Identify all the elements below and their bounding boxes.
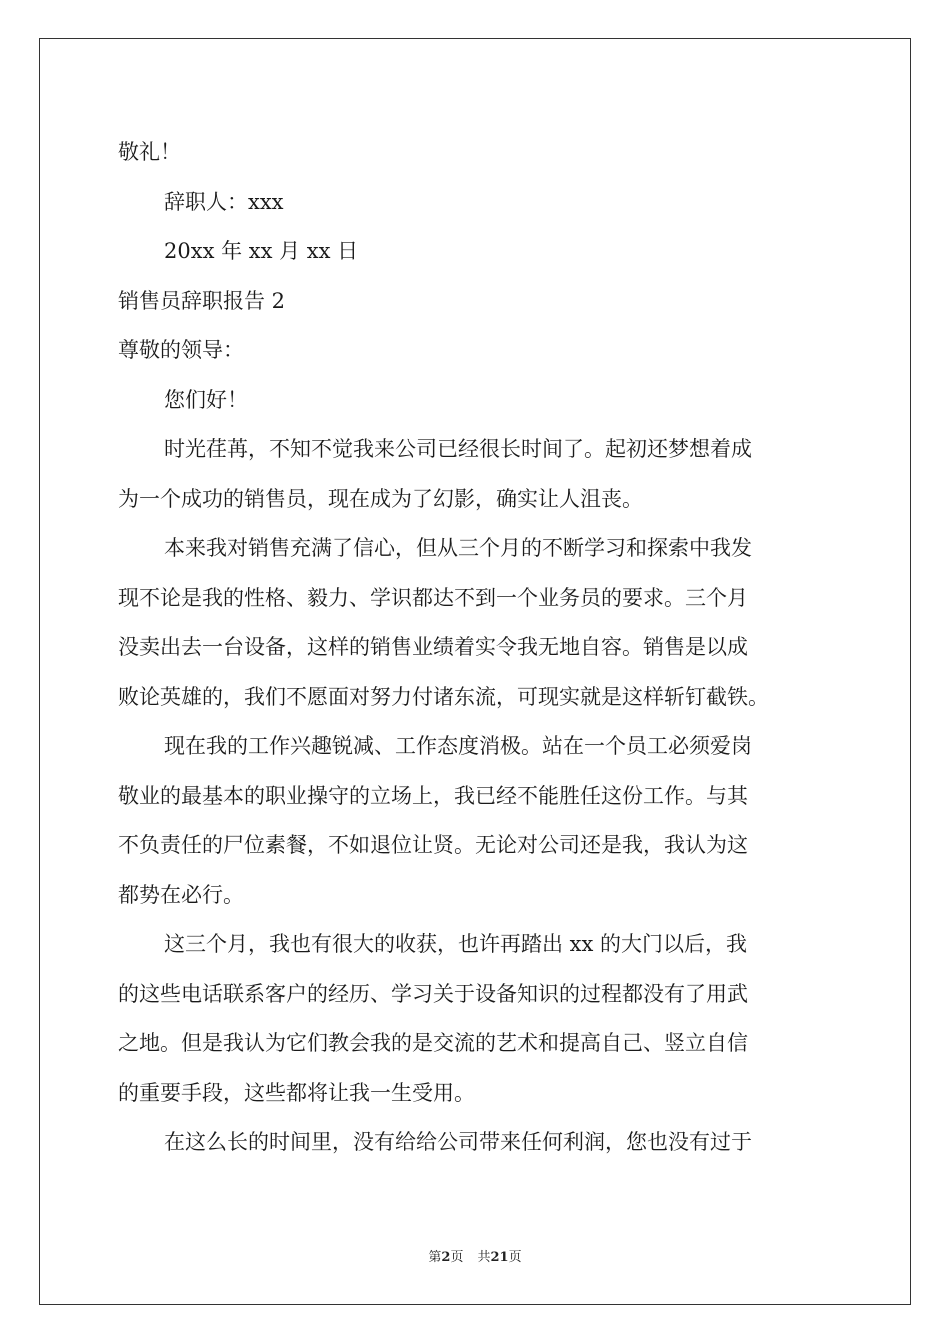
text-line: 时光荏苒，不知不觉我来公司已经很长时间了。起初还梦想着成 — [164, 437, 752, 461]
text-line: 现在我的工作兴趣锐减、工作态度消极。站在一个员工必须爱岗 — [164, 734, 752, 758]
text-line: 不负责任的尸位素餐，不如退位让贤。无论对公司还是我，我认为这 — [118, 833, 748, 857]
text-line: 为一个成功的销售员，现在成为了幻影，确实让人沮丧。 — [118, 486, 643, 511]
text-line: 您们好！ — [164, 387, 248, 412]
text-line: 尊敬的领导： — [118, 338, 244, 362]
page-prefix: 第 — [428, 1250, 442, 1265]
document-body — [118, 128, 848, 1168]
text-line: 本来我对销售充满了信心，但从三个月的不断学习和探索中我发 — [164, 536, 752, 560]
text-line: 敬业的最基本的职业操守的立场上，我已经不能胜任这份工作。与其 — [118, 783, 748, 808]
text-line: 的这些电话联系客户的经历、学习关于设备知识的过程都没有了用武 — [118, 981, 748, 1006]
text-line: 这三个月，我也有很大的收获，也许再踏出 xx 的大门以后，我 — [164, 932, 748, 956]
text-line: 在这么长的时间里，没有给给公司带来任何利润，您也没有过于 — [164, 1130, 752, 1154]
text-line: 现不论是我的性格、毅力、学识都达不到一个业务员的要求。三个月 — [118, 585, 748, 610]
text-line: 20xx 年 xx 月 xx 日 — [164, 239, 359, 263]
total-suffix: 页 — [508, 1250, 522, 1265]
total-pages: 21 — [490, 1250, 509, 1265]
page-footer — [0, 1249, 950, 1267]
text-line: 之地。但是我认为它们教会我的是交流的艺术和提高自己、竖立自信 — [118, 1031, 748, 1055]
text-line: 辞职人：xxx — [164, 189, 284, 214]
total-prefix: 共 — [477, 1250, 491, 1265]
text-line: 没卖出去一台设备，这样的销售业绩着实令我无地自容。销售是以成 — [118, 635, 748, 659]
page-number: 2 — [441, 1250, 451, 1265]
section-heading: 销售员辞职报告 2 — [118, 288, 286, 313]
text-line: 都势在必行。 — [118, 882, 244, 907]
text-line: 的重要手段，这些都将让我一生受用。 — [118, 1080, 475, 1105]
text-line: 败论英雄的，我们不愿面对努力付诸东流，可现实就是这样斩钉截铁。 — [118, 684, 769, 709]
page-suffix: 页 — [450, 1250, 464, 1265]
text-line: 敬礼！ — [118, 140, 181, 164]
